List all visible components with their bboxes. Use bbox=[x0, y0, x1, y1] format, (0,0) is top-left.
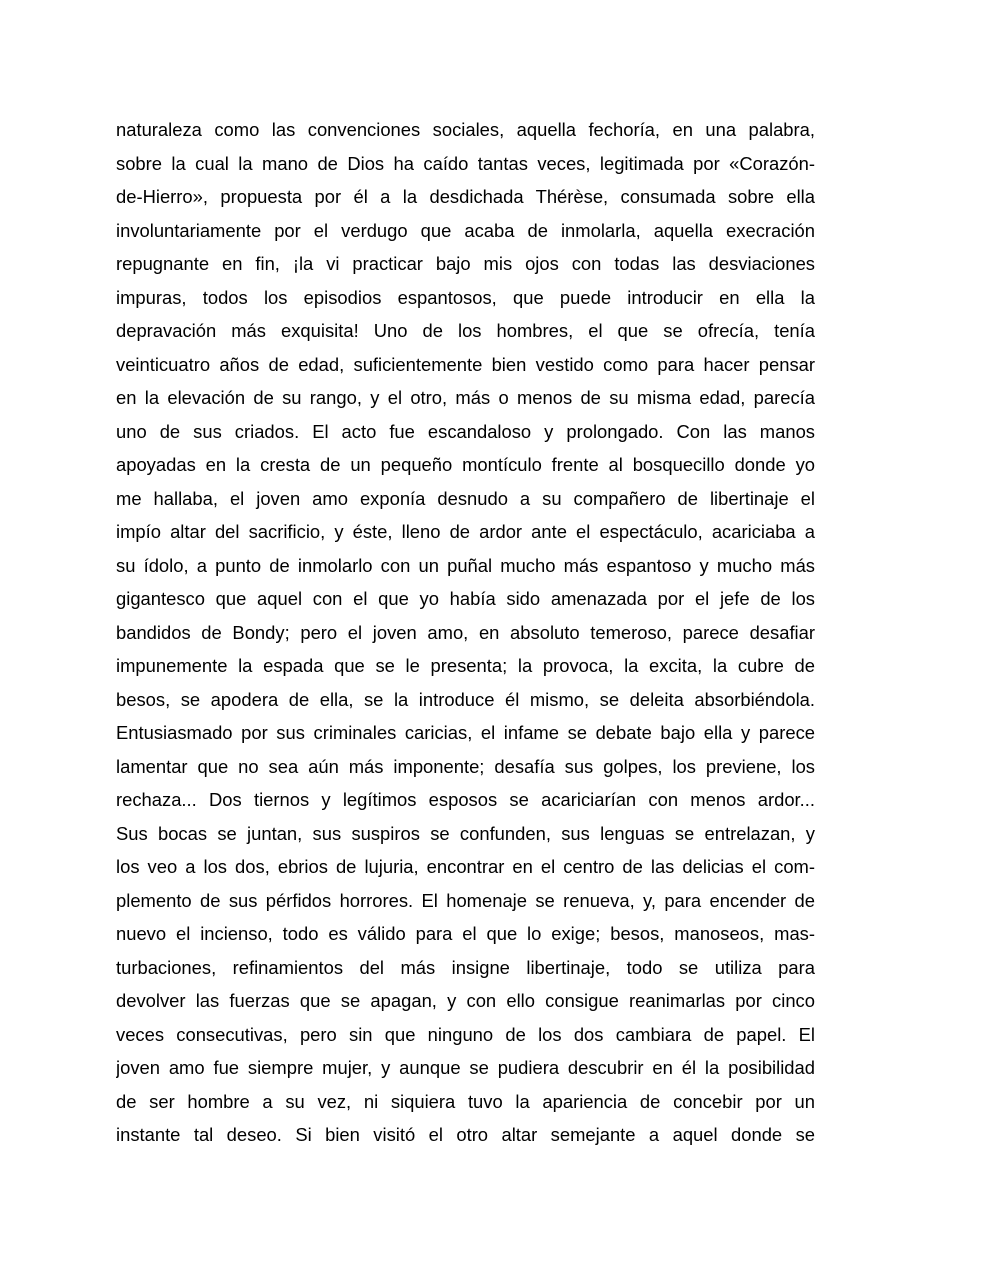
text-line: veinticuatro años de edad, suficientemente bien vestido como para hacer pensar bbox=[116, 353, 815, 375]
text-line: turbaciones, refinamientos del más insigne libertinaje, todo se utiliza para bbox=[116, 956, 815, 978]
text-line: sobre la cual la mano de Dios ha caído tantas veces, legitimada por «Corazón- bbox=[116, 152, 815, 174]
text-line: impuras, todos los episodios espantosos, que puede introducir en ella la bbox=[116, 286, 815, 308]
text-line: lamentar que no sea aún más imponente; desafía sus golpes, los previene, los bbox=[116, 755, 815, 777]
text-line: gigantesco que aquel con el que yo había sido amenazada por el jefe de los bbox=[116, 588, 815, 609]
text-line: impío altar del sacrificio, y éste, lleno de ardor ante el espectáculo, acariciaba a bbox=[116, 521, 815, 542]
text-line: en la elevación de su rango, y el otro, más o menos de su misma edad, parecía bbox=[116, 387, 815, 408]
text-line: instante tal deseo. Si bien visitó el otro altar semejante a aquel donde se bbox=[116, 1124, 815, 1145]
text-line: veces consecutivas, pero sin que ninguno de los dos cambiara de papel. El bbox=[116, 1023, 815, 1045]
text-line: joven amo fue siempre mujer, y aunque se pudiera descubrir en él la posibilidad bbox=[116, 1057, 815, 1078]
text-line: naturaleza como las convenciones sociales, aquella fechoría, en una palabra, bbox=[116, 119, 815, 140]
body-text bbox=[116, 113, 815, 1152]
text-line: los veo a los dos, ebrios de lujuria, encontrar en el centro de las delicias el com- bbox=[116, 856, 815, 877]
text-line: depravación más exquisita! Uno de los hombres, el que se ofrecía, tenía bbox=[116, 320, 815, 341]
text-line: de-Hierro», propuesta por él a la desdichada Thérèse, consumada sobre ella bbox=[116, 186, 815, 207]
text-line: plemento de sus pérfidos horrores. El homenaje se renueva, y, para encender de bbox=[116, 889, 815, 911]
text-line: repugnante en fin, ¡la vi practicar bajo mis ojos con todas las desviaciones bbox=[116, 253, 815, 274]
text-line: apoyadas en la cresta de un pequeño montículo frente al bosquecillo donde yo bbox=[116, 454, 815, 475]
text-line: uno de sus criados. El acto fue escandaloso y prolongado. Con las manos bbox=[116, 420, 815, 442]
text-line: bandidos de Bondy; pero el joven amo, en absoluto temeroso, parece desafiar bbox=[116, 621, 815, 643]
text-line: devolver las fuerzas que se apagan, y con ello consigue reanimarlas por cinco bbox=[116, 990, 815, 1011]
text-line: Entusiasmado por sus criminales caricias, el infame se debate bajo ella y parece bbox=[116, 722, 815, 743]
text-line: rechaza... Dos tiernos y legítimos esposos se acariciarían con menos ardor... bbox=[116, 789, 815, 810]
text-line: Sus bocas se juntan, sus suspiros se confunden, sus lenguas se entrelazan, y bbox=[116, 822, 815, 844]
text-line: besos, se apodera de ella, se la introduce él mismo, se deleita absorbiéndola. bbox=[116, 688, 815, 710]
text-line: involuntariamente por el verdugo que acaba de inmolarla, aquella execración bbox=[116, 219, 815, 241]
text-line: de ser hombre a su vez, ni siquiera tuvo la apariencia de concebir por un bbox=[116, 1090, 815, 1112]
text-line: impunemente la espada que se le presenta; la provoca, la excita, la cubre de bbox=[116, 655, 815, 676]
text-line: su ídolo, a punto de inmolarlo con un puñal mucho más espantoso y mucho más bbox=[116, 554, 815, 576]
text-line: me hallaba, el joven amo exponía desnudo a su compañero de libertinaje el bbox=[116, 487, 815, 509]
text-line: nuevo el incienso, todo es válido para el que lo exige; besos, manoseos, mas- bbox=[116, 923, 815, 944]
